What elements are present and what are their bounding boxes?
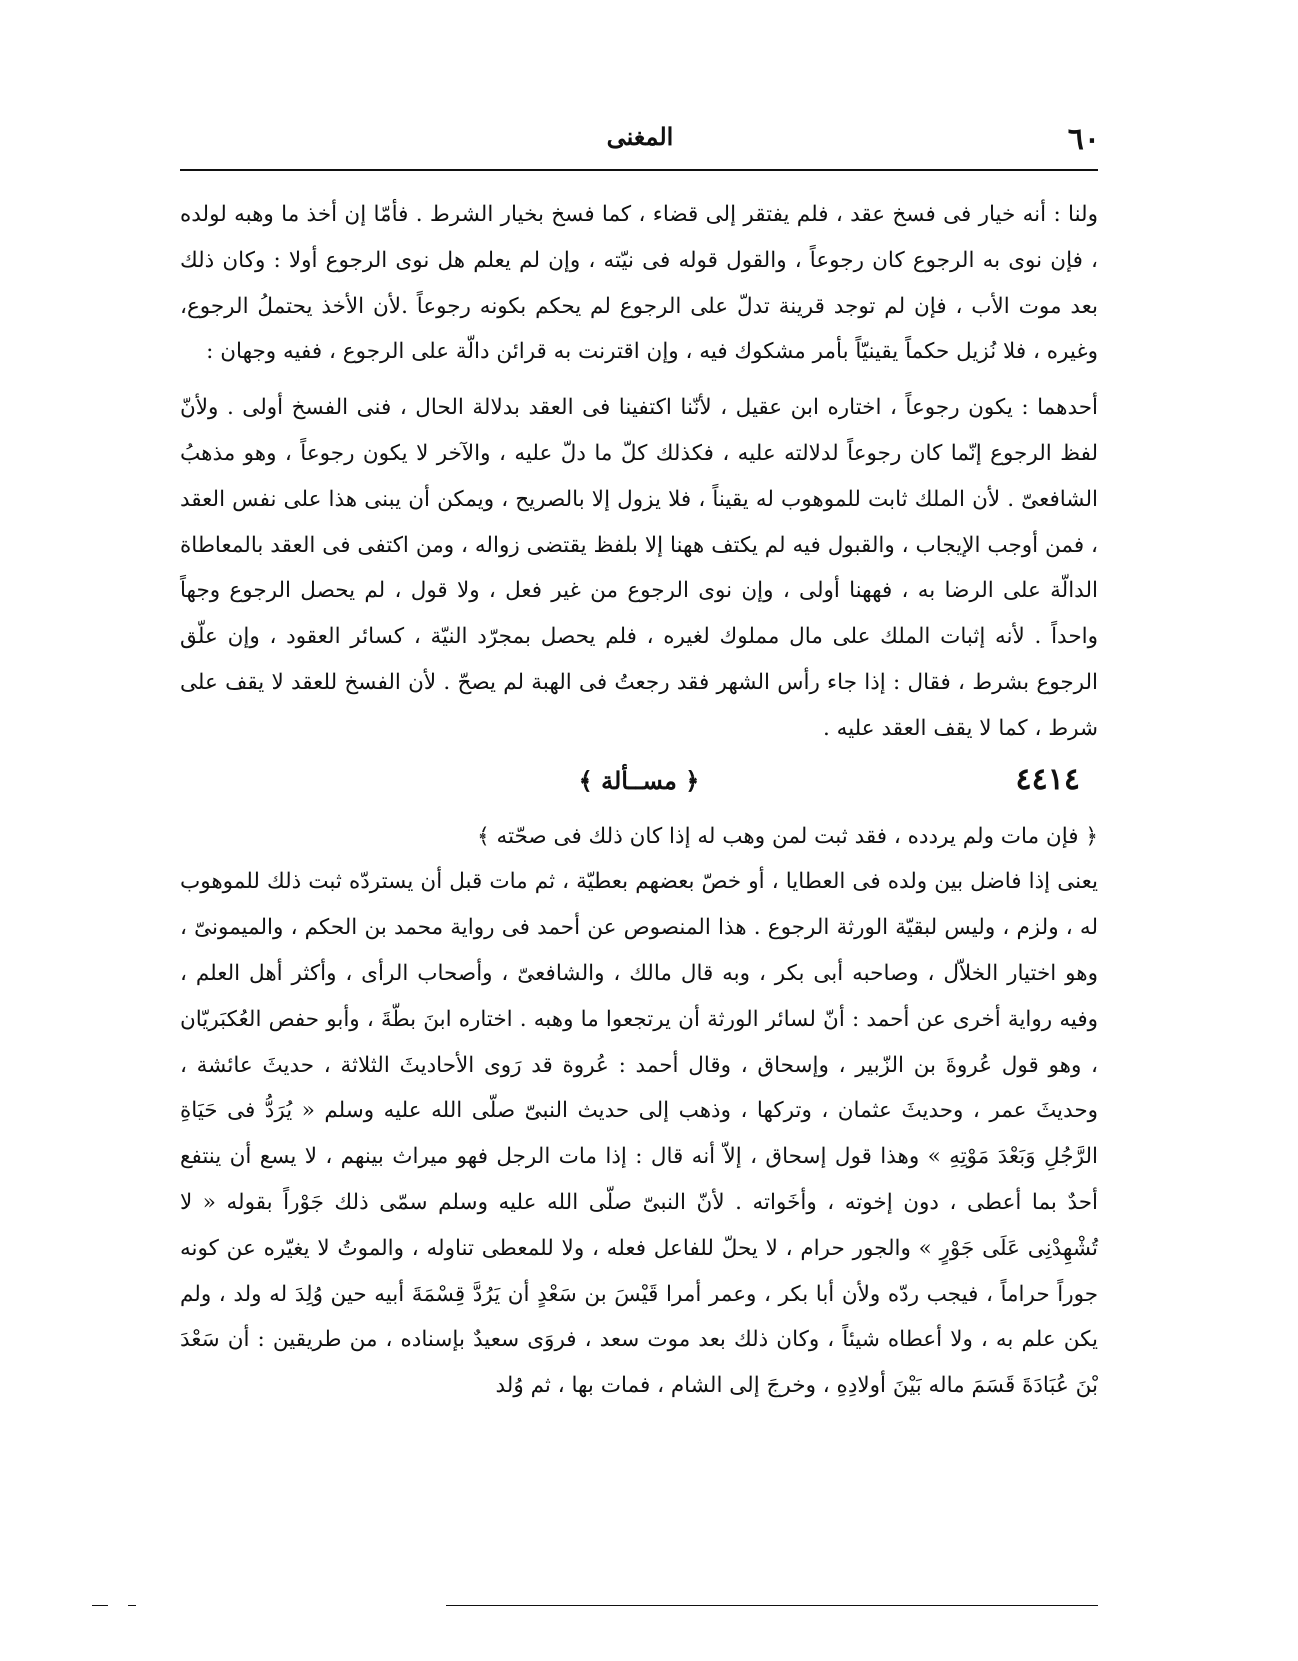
running-title: المغنى [606, 122, 674, 151]
paragraph-1: ولنا : أنه خيار فى فسخ عقد ، فلم يفتقر إلى قضاء ، كما فسخ بخيار الشرط . فأمّا إن أخذ ما وهبه لولده ، فإن نوى به الرجوع كان رجوعاً ، والقول قوله فى نيّته ، وإن لم يعلم هل نوى الرجوع أولا : وكان ذلك بعد موت الأب ، فإن لم توجد قرينة تدلّ على الرجوع لم يحكم بكونه رجوعاً .لأن الأخذ يحتملُ الرجوع، وغيره ، فلا نُزيل حكماً يقينيّاً بأمر مشكوك فيه ، وإن اقترنت به قرائن دالّة على الرجوع ، ففيه وجهان : [180, 202, 1098, 365]
footer-mark [128, 1605, 136, 1606]
masala-heading [180, 758, 1098, 814]
masala-number: ٤٤١٤ [1015, 761, 1080, 797]
header-rule [180, 169, 1098, 171]
commentary-text: يعنى إذا فاضل بين ولده فى العطايا ، أو خصّ بعضهم بعطيّة ، ثم مات قبل أن يستردّه ثبت ذلك للموهوب له ، ولزم ، وليس لبقيّة الورثة الرجوع . هذا المنصوص عن أحمد فى رواية محمد بن الحكم ، والميمونىّ ، وهو اختيار الخلاّل ، وصاحبه أبى بكر ، وبه قال مالك ، والشافعىّ ، وأصحاب الرأى ، وأكثر أهل العلم ، وفيه رواية أخرى عن أحمد : أنّ لسائر الورثة أن يرتجعوا ما وهبه . اختاره ابنَ بطّةَ ، وأبو حفص العُكبَريّان ، وهو قول عُروةَ بن الزّبير ، وإسحاق ، وقال أحمد : عُروة قد رَوى الأحاديثَ الثلاثة ، حديثَ عائشة ، وحديثَ عمر ، وحديثَ عثمان ، وتركها ، وذهب إلى حديث النبىّ صلّى الله عليه وسلم « يُرَدُّ فى حَيَاةِ الرَّجُلِ وَبَعْدَ مَوْتِهِ » وهذا قول إسحاق ، إلاّ أنه قال : إذا مات الرجل فهو ميراث بينهم ، لا يسع أن ينتفع أحدٌ بما أعطى ، دون إخوته ، وأخَواته . لأنّ النبىّ صلّى الله عليه وسلم سمّى ذلك جَوْراً بقوله « لا تُشْهِدْنِى عَلَى جَوْرٍ » والجور حرام ، لا يحلّ للفاعل فعله ، ولا للمعطى تناوله ، والموتُ لا يغيّره عن كونه جوراً حراماً ، فيجب ردّه ولأن أبا بكر ، وعمر أمرا قَيْسَ بن سَعْدٍ أن يَرُدَّ قِسْمَةَ أبيه حين وُلِدَ له ولد ، ولم يكن علم به ، ولا أعطاه شيئاً ، وكان ذلك بعد موت سعد ، فروَى سعيدٌ بإسناده ، من طريقين : أن سَعْدَ بْنَ عُبَادَةَ قَسَمَ ماله بَيْنَ أولادِهِ ، وخرجَ إلى الشام ، فمات بها ، ثم وُلد [180, 869, 1098, 1399]
footer-mark [92, 1605, 108, 1606]
page-body [180, 192, 1098, 1409]
masala-title: ﴿ مســألة ﴾ [578, 765, 700, 795]
matn-text: ﴿ فإن مات ولم يردده ، فقد ثبت لمن وهب له إذا كان ذلك فى صحّته ﴾ [477, 823, 1098, 849]
page-number: ٦٠ [1067, 122, 1100, 157]
page-header [180, 118, 1100, 162]
footer-rule [446, 1605, 1098, 1606]
paragraph-2: أحدهما : يكون رجوعاً ، اختاره ابن عقيل ، لأنّنا اكتفينا فى العقد بدلالة الحال ، فنى الفسخ أولى . ولأنّ لفظ الرجوع إنّما كان رجوعاً لدلالته عليه ، فكذلك كلّ ما دلّ عليه ، والآخر لا يكون رجوعاً ، وهو مذهبُ الشافعىّ . لأن الملك ثابت للموهوب له يقيناً ، فلا يزول إلا بالصريح ، ويمكن أن يبنى هذا على نفس العقد ، فمن أوجب الإيجاب ، والقبول فيه لم يكتف ههنا إلا بلفظ يقتضى زواله ، ومن اكتفى فى العقد بالمعاطاة الدالّة على الرضا به ، فههنا أولى ، وإن نوى الرجوع من غير فعل ، ولا قول ، لم يحصل الرجوع وجهاً واحداً . لأنه إثبات الملك على مال مملوك لغيره ، فلم يحصل بمجرّد النيّة ، كسائر العقود ، وإن علّق الرجوع بشرط ، فقال : إذا جاء رأس الشهر فقد رجعتُ فى الهبة لم يصحّ . لأن الفسخ للعقد لا يقف على شرط ، كما لا يقف العقد عليه . [180, 395, 1098, 741]
